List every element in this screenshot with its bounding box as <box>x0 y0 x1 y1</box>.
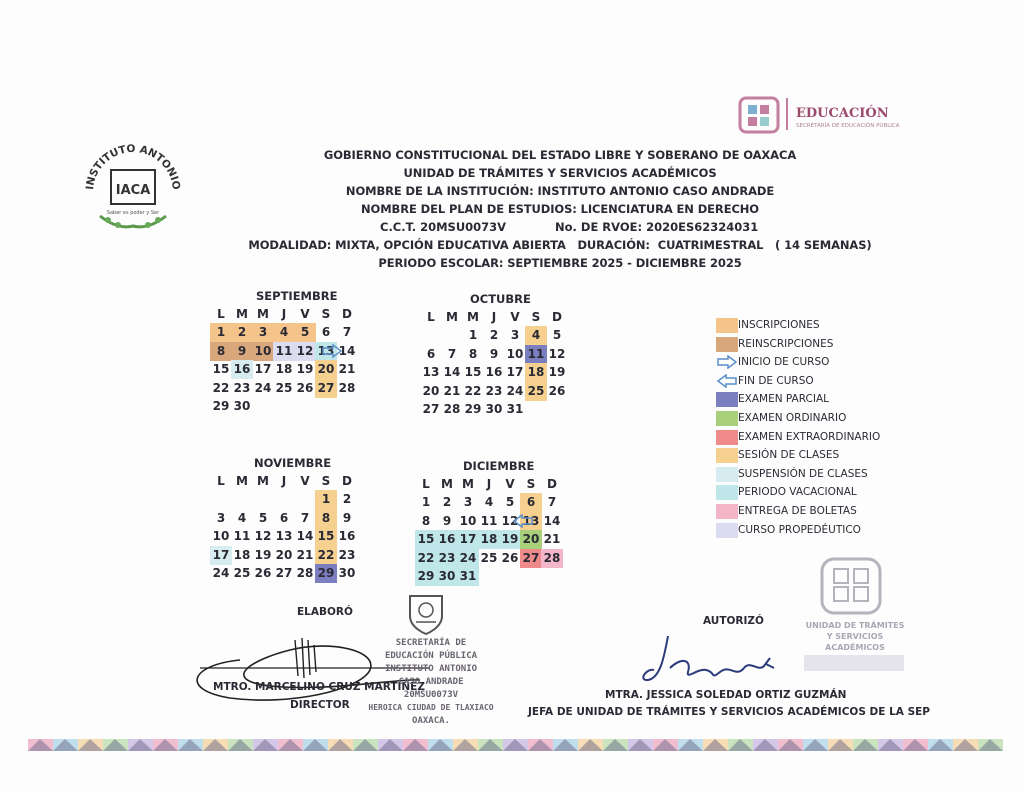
calendar-day: 4 <box>484 495 494 509</box>
calendar-day: 7 <box>547 495 557 509</box>
calendar-day: 27 <box>275 566 293 581</box>
header-rvoe: No. DE RVOE: 2020ES62324031 <box>555 220 759 234</box>
legend-label: CURSO PROPEDÉUTICO <box>738 523 861 536</box>
calendar-day: 3 <box>252 323 274 342</box>
legend-label: SUSPENSIÓN DE CLASES <box>738 467 868 480</box>
legend-swatch <box>716 523 738 538</box>
calendar-day: 26 <box>296 380 314 395</box>
calendar-day: 30 <box>436 567 458 586</box>
header-line-3: NOMBRE DE LA INSTITUCIÓN: INSTITUTO ANTONIO CASO ANDRADE <box>345 184 775 198</box>
education-logo <box>738 96 968 136</box>
calendar-day: 31 <box>506 402 524 417</box>
weekday-header: M <box>462 477 474 491</box>
legend-item-sesion <box>716 446 896 464</box>
elaboro-heading: ELABORÓ <box>297 606 353 618</box>
director-name: MTRO. MARCELINO CRUZ MARTÍNEZ <box>213 681 425 693</box>
calendar-day: 9 <box>342 510 352 525</box>
calendar-day: 5 <box>258 510 268 525</box>
weekday-header: V <box>300 474 310 488</box>
calendar-octubre <box>420 292 590 422</box>
calendar-day: 23 <box>485 383 503 398</box>
weekday-header: M <box>257 307 269 321</box>
calendar-day: 1 <box>210 323 232 342</box>
calendar-day: 13 <box>315 342 337 361</box>
calendar-day: 17 <box>210 546 232 565</box>
calendar-day: 18 <box>525 363 547 382</box>
calendar-day: 12 <box>254 529 272 544</box>
legend-item-parcial <box>716 390 896 408</box>
calendar-day: 15 <box>464 365 482 380</box>
education-subtitle: SECRETARÍA DE EDUCACIÓN PÚBLICA <box>796 123 900 129</box>
legend-label: EXAMEN PARCIAL <box>738 393 829 406</box>
calendar-day: 5 <box>505 495 515 509</box>
legend-swatch <box>716 485 738 500</box>
calendar-day: 17 <box>506 365 524 380</box>
weekday-header: L <box>217 474 225 488</box>
month-title: SEPTIEMBRE <box>256 289 338 303</box>
legend-swatch <box>716 411 738 426</box>
header-line-7: PERIODO ESCOLAR: SEPTIEMBRE 2025 - DICIEMBRE 2025 <box>378 256 742 270</box>
weekday-header: J <box>281 474 287 488</box>
calendar-day: 6 <box>426 346 436 361</box>
calendar-day: 27 <box>422 402 440 417</box>
calendar-day: 24 <box>506 383 524 398</box>
calendar-day: 15 <box>415 530 437 549</box>
calendar-day: 30 <box>233 399 251 414</box>
legend-swatch <box>716 337 738 352</box>
seal-line-5: 20MSU0073V <box>403 690 459 700</box>
calendar-day: 29 <box>415 567 437 586</box>
calendar-day: 2 <box>231 323 253 342</box>
calendar-day: 3 <box>216 510 226 525</box>
header-cct: C.C.T. 20MSU0073V <box>380 220 507 234</box>
legend-label: EXAMEN EXTRAORDINARIO <box>738 430 881 443</box>
calendar-day: 1 <box>421 495 431 509</box>
calendar-day: 5 <box>552 328 562 342</box>
legend-label: PERIODO VACACIONAL <box>738 486 857 499</box>
weekday-header: S <box>321 307 331 321</box>
calendar-day: 28 <box>443 402 461 417</box>
calendar-day: 23 <box>233 380 251 395</box>
calendar-day: 10 <box>459 513 477 528</box>
calendar-day: 20 <box>315 360 337 379</box>
weekday-header: V <box>300 307 310 321</box>
calendar-day: 26 <box>501 550 519 565</box>
calendar-day: 10 <box>506 346 524 361</box>
calendar-day: 2 <box>342 492 352 506</box>
coat-of-arms-icon <box>404 590 448 636</box>
calendar-day: 6 <box>321 325 331 339</box>
decorative-border <box>28 733 1003 759</box>
month-title: OCTUBRE <box>470 292 531 306</box>
weekday-header: D <box>552 310 562 324</box>
calendar-day: 19 <box>548 365 566 380</box>
calendar-day: 28 <box>541 549 563 568</box>
calendar-day: 26 <box>548 383 566 398</box>
calendar-day: 3 <box>463 495 473 509</box>
weekday-header: J <box>281 307 287 321</box>
seal-line-7: OAXACA. <box>412 716 450 726</box>
calendar-day: 17 <box>457 530 479 549</box>
calendar-day: 10 <box>252 342 274 361</box>
calendar-day: 9 <box>489 346 499 361</box>
calendar-day: 16 <box>485 365 503 380</box>
weekday-header: S <box>531 310 541 324</box>
calendar-day: 21 <box>338 362 356 377</box>
calendar-day: 28 <box>338 380 356 395</box>
calendar-day: 15 <box>315 527 337 546</box>
education-emblem-icon <box>738 96 780 134</box>
legend-item-inicio <box>716 353 896 371</box>
legend-item-inscripciones <box>716 316 896 334</box>
month-title: NOVIEMBRE <box>254 456 332 470</box>
calendar-day: 11 <box>480 513 498 528</box>
autorizo-heading: AUTORIZÓ <box>703 615 764 627</box>
calendar-day: 16 <box>436 530 458 549</box>
calendar-day: 10 <box>212 529 230 544</box>
calendar-day: 11 <box>273 342 295 361</box>
legend-item-reinscripciones <box>716 335 896 353</box>
legend-label: EXAMEN ORDINARIO <box>738 412 847 424</box>
calendar-diciembre <box>415 459 585 589</box>
calendar-noviembre <box>210 456 380 586</box>
calendar-day: 25 <box>275 380 293 395</box>
svg-text:IACA: IACA <box>115 183 151 198</box>
calendar-day: 11 <box>233 529 251 544</box>
legend-item-suspension <box>716 465 896 483</box>
director-role: DIRECTOR <box>290 699 350 711</box>
weekday-header: M <box>467 310 479 324</box>
weekday-header: D <box>342 474 352 488</box>
calendar-day: 20 <box>422 383 440 398</box>
weekday-header: S <box>526 477 536 491</box>
jefa-signature <box>640 628 800 690</box>
weekday-header: J <box>491 310 497 324</box>
jefa-name: MTRA. JESSICA SOLEDAD ORTIZ GUZMÁN <box>605 689 847 701</box>
legend-swatch <box>716 448 738 463</box>
legend-item-propedeutico <box>716 521 896 539</box>
calendar-day: 17 <box>254 362 272 377</box>
calendar-day: 4 <box>273 323 295 342</box>
legend-label: FIN DE CURSO <box>738 374 814 387</box>
unidad-seal-line-1: UNIDAD DE TRÁMITES <box>805 621 905 630</box>
institute-logo <box>78 130 188 240</box>
calendar-day: 13 <box>275 529 293 544</box>
legend-item-extraordinario <box>716 428 896 446</box>
legend-label: ENTREGA DE BOLETAS <box>738 505 857 517</box>
weekday-header: M <box>236 307 248 321</box>
calendar-day: 9 <box>442 513 452 528</box>
seal-line-6: HEROICA CIUDAD DE TLAXIACO <box>368 703 494 712</box>
legend-swatch <box>716 430 738 445</box>
calendar-day: 14 <box>338 343 356 358</box>
calendar-day: 29 <box>212 399 230 414</box>
legend-swatch <box>716 504 738 519</box>
calendar-day: 25 <box>480 550 498 565</box>
legend-label: REINSCRIPCIONES <box>738 337 834 350</box>
calendar-day: 18 <box>478 530 500 549</box>
weekday-header: M <box>441 477 453 491</box>
legend-label: SESIÓN DE CLASES <box>738 449 840 462</box>
calendar-day: 26 <box>254 566 272 581</box>
legend-label: INSCRIPCIONES <box>738 319 820 331</box>
calendar-day: 31 <box>457 567 479 586</box>
calendar-day: 30 <box>338 566 356 581</box>
calendar-day: 22 <box>464 383 482 398</box>
calendar-day: 2 <box>489 328 499 342</box>
jefa-role: JEFA DE UNIDAD DE TRÁMITES Y SERVICIOS ACADÉMICOS DE LA SEP <box>528 706 930 718</box>
calendar-day: 9 <box>231 342 253 361</box>
calendar-day: 29 <box>315 564 337 583</box>
svg-text:Saber es poder y Ser: Saber es poder y Ser <box>106 210 160 216</box>
seal-emblem-icon <box>818 555 884 617</box>
calendar-day: 18 <box>233 547 251 562</box>
calendar-day: 29 <box>464 402 482 417</box>
calendar-day: 4 <box>525 326 547 345</box>
seal-line-3: INSTITUTO ANTONIO <box>384 664 478 674</box>
calendar-day: 12 <box>501 513 519 528</box>
calendar-day: 8 <box>315 509 337 528</box>
legend-swatch <box>716 467 738 482</box>
calendar-day: 6 <box>279 510 289 525</box>
calendar-day: 16 <box>338 529 356 544</box>
calendar-day: 27 <box>520 549 542 568</box>
calendar-day: 18 <box>275 362 293 377</box>
calendar-day: 8 <box>421 513 431 528</box>
calendar-day: 22 <box>415 549 437 568</box>
header-line-2: UNIDAD DE TRÁMITES Y SERVICIOS ACADÉMICOS <box>403 166 717 180</box>
legend-item-boletas <box>716 502 896 520</box>
calendar-day: 23 <box>436 549 458 568</box>
calendar-day: 23 <box>338 547 356 562</box>
calendar-day: 13 <box>520 512 542 531</box>
seal-line-2: EDUCACIÓN PÚBLICA <box>384 651 478 661</box>
calendar-day: 8 <box>210 342 232 361</box>
unidad-seal-line-3: ACADÉMICOS <box>825 643 885 652</box>
calendar-day: 25 <box>233 566 251 581</box>
calendar-day: 11 <box>525 345 547 364</box>
header-line-4: NOMBRE DEL PLAN DE ESTUDIOS: LICENCIATURA EN DERECHO <box>361 202 759 216</box>
calendar-day: 20 <box>275 547 293 562</box>
weekday-header: L <box>422 477 430 491</box>
calendar-day: 14 <box>296 529 314 544</box>
weekday-header: L <box>427 310 435 324</box>
calendar-day: 24 <box>212 566 230 581</box>
logo-arc-text: INSTITUTO ANTONIO <box>84 142 183 191</box>
calendar-day: 27 <box>315 379 337 398</box>
legend-label: INICIO DE CURSO <box>738 356 830 369</box>
legend-item-fin <box>716 372 896 390</box>
calendar-day: 12 <box>294 342 316 361</box>
calendar-day: 15 <box>212 362 230 377</box>
calendar-day: 16 <box>231 360 253 379</box>
end-arrow-icon <box>512 514 534 531</box>
education-title: EDUCACIÓN <box>796 106 889 121</box>
calendar-day: 6 <box>520 493 542 512</box>
weekday-header: M <box>446 310 458 324</box>
calendar-day: 21 <box>443 383 461 398</box>
legend-swatch <box>716 392 738 407</box>
calendar-day: 19 <box>499 530 521 549</box>
weekday-header: V <box>510 310 520 324</box>
unidad-seal <box>800 555 910 675</box>
unidad-seal-line-2: Y SERVICIOS <box>826 632 884 641</box>
calendar-day: 14 <box>543 513 561 528</box>
header-line-1: GOBIERNO CONSTITUCIONAL DEL ESTADO LIBRE Y SOBERANO DE OAXACA <box>323 148 797 162</box>
institution-seal <box>366 590 496 740</box>
calendar-day: 13 <box>422 365 440 380</box>
calendar-day: 28 <box>296 566 314 581</box>
legend-swatch <box>716 318 738 333</box>
weekday-header: D <box>547 477 557 491</box>
seal-line-4: CASO ANDRADE <box>398 677 464 687</box>
calendar-day: 12 <box>548 346 566 361</box>
calendar-day: 5 <box>294 323 316 342</box>
weekday-header: D <box>342 307 352 321</box>
weekday-header: V <box>505 477 515 491</box>
legend-item-ordinario <box>716 409 896 427</box>
calendar-day: 8 <box>468 346 478 361</box>
calendar-day: 14 <box>443 365 461 380</box>
weekday-header: M <box>236 474 248 488</box>
calendar-day: 25 <box>525 382 547 401</box>
calendar-day: 19 <box>296 362 314 377</box>
calendar-day: 22 <box>212 380 230 395</box>
legend-item-vacacional <box>716 483 896 501</box>
calendar-day: 30 <box>485 402 503 417</box>
weekday-header: S <box>321 474 331 488</box>
calendar-day: 2 <box>442 495 452 509</box>
weekday-header: M <box>257 474 269 488</box>
calendar-day: 20 <box>520 530 542 549</box>
calendar-day: 3 <box>510 328 520 342</box>
seal-line-1: SECRETARÍA DE <box>395 638 467 648</box>
header-line-6: MODALIDAD: MIXTA, OPCIÓN EDUCATIVA ABIERTA DURACIÓN: CUATRIMESTRAL ( 14 SEMANAS) <box>248 238 872 252</box>
weekday-header: J <box>486 477 492 491</box>
calendar-day: 7 <box>300 510 310 525</box>
calendar-day: 22 <box>315 546 337 565</box>
weekday-header: L <box>217 307 225 321</box>
calendar-day: 24 <box>254 380 272 395</box>
calendar-day: 24 <box>457 549 479 568</box>
month-title: DICIEMBRE <box>463 459 535 473</box>
calendar-day: 1 <box>468 328 478 342</box>
calendar-day: 19 <box>254 547 272 562</box>
calendar-day: 7 <box>342 325 352 339</box>
calendar-day: 21 <box>296 547 314 562</box>
calendar-day: 21 <box>543 532 561 547</box>
calendar-day: 7 <box>447 346 457 361</box>
calendar-septiembre <box>210 289 380 419</box>
calendar-day: 4 <box>237 510 247 525</box>
calendar-day: 1 <box>315 490 337 509</box>
